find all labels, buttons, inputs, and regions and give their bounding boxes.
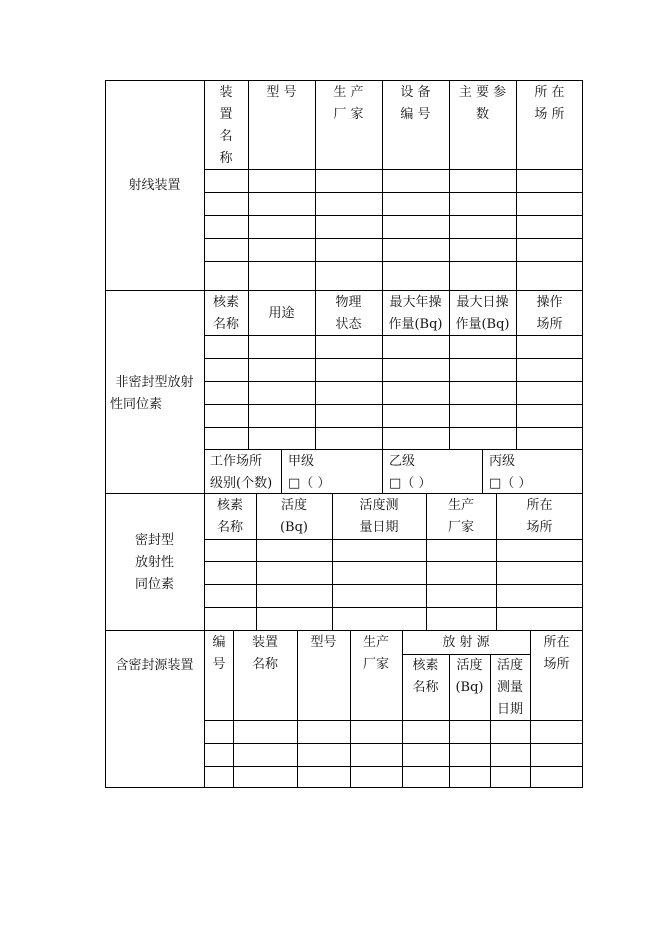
s4-header-location: 场所 xyxy=(543,657,570,672)
s2-header-daily: 作量(Bq) xyxy=(455,317,510,332)
s3-header-nuclide: 核素 xyxy=(216,498,243,513)
level-c-checkbox[interactable]: □（ ） xyxy=(489,476,532,491)
s1-header-location: 所 在 xyxy=(534,85,565,100)
s2-header-use: 用途 xyxy=(268,306,295,321)
s4-title: 含密封源装置 xyxy=(115,658,194,673)
s1-header-maker: 厂 家 xyxy=(333,107,364,122)
s4-header-name: 名称 xyxy=(251,657,278,672)
row-line xyxy=(204,561,583,562)
s1-header-maker: 生 产 xyxy=(333,85,364,100)
s4-header-activity: 活度 xyxy=(456,658,483,673)
row-line xyxy=(204,766,583,767)
level-b-checkbox[interactable]: □（ ） xyxy=(389,476,432,491)
s1-header-model: 型 号 xyxy=(266,85,297,100)
row-line xyxy=(204,215,583,216)
section-divider xyxy=(105,290,583,291)
s4-header-model: 型号 xyxy=(310,635,337,650)
s4-header-nuclide: 核素 xyxy=(412,658,439,673)
s3-header-date: 活度测 xyxy=(359,498,399,513)
row-line xyxy=(204,607,583,608)
s3-title: 同位素 xyxy=(134,577,174,592)
row-line xyxy=(204,404,583,405)
s3-header-location: 所在 xyxy=(526,498,553,513)
s3-header-maker: 生产 xyxy=(447,498,474,513)
level-b-label: 乙级 xyxy=(389,454,416,469)
s2-title: 性同位素 xyxy=(110,397,163,412)
s1-header-id: 编 号 xyxy=(400,107,431,122)
s1-header-param: 数 xyxy=(475,107,489,122)
s4-header-name: 装置 xyxy=(251,635,278,650)
s2-header-nuclide: 核素 xyxy=(212,295,239,310)
col-line xyxy=(248,80,249,290)
s2-header-annual: 作量(Bq) xyxy=(388,317,443,332)
row-line xyxy=(204,192,583,193)
col-line xyxy=(281,449,282,493)
level-c-label: 丙级 xyxy=(489,454,516,469)
s4-header-location: 所在 xyxy=(543,635,570,650)
row-line xyxy=(204,427,583,428)
s2-level-label: 工作场所 xyxy=(210,454,263,469)
s3-header-maker: 厂家 xyxy=(447,520,474,535)
s2-header-location: 操作 xyxy=(536,295,563,310)
s4-header-maker: 生产 xyxy=(362,635,389,650)
section-divider xyxy=(105,630,583,631)
s2-header-state: 物理 xyxy=(335,295,362,310)
row-line xyxy=(204,584,583,585)
s4-header-date: 活度 xyxy=(496,658,523,673)
s4-header-activity: (Bq) xyxy=(455,680,484,695)
col-line xyxy=(482,449,483,493)
s1-title: 射线装置 xyxy=(128,178,181,193)
s3-header-nuclide: 名称 xyxy=(216,520,243,535)
row-line xyxy=(204,238,583,239)
s3-header-date: 量日期 xyxy=(359,520,399,535)
level-a-label: 甲级 xyxy=(288,454,315,469)
s4-header-maker: 厂家 xyxy=(362,657,389,672)
row-line xyxy=(204,449,583,450)
s3-header-location: 场所 xyxy=(526,520,553,535)
s2-header-daily: 最大日操 xyxy=(456,295,509,310)
row-line xyxy=(204,539,583,540)
s3-title: 密封型 xyxy=(134,533,174,548)
row-line xyxy=(204,169,583,170)
s3-header-activity: 活度 xyxy=(280,498,307,513)
s4-header-date: 日期 xyxy=(496,702,523,717)
s4-header-source: 放 射 源 xyxy=(442,635,490,650)
row-line xyxy=(204,261,583,262)
s2-level-label: 级别(个数) xyxy=(210,476,273,491)
row-line xyxy=(204,358,583,359)
s4-header-nuclide: 名称 xyxy=(412,680,439,695)
col-line xyxy=(382,449,383,493)
title-column-divider xyxy=(204,80,205,788)
s2-header-location: 场所 xyxy=(536,317,563,332)
s1-header-name: 装置名称 xyxy=(219,85,233,166)
level-a-checkbox[interactable]: □（ ） xyxy=(288,476,331,491)
s2-title: 非密封型放射 xyxy=(115,375,194,390)
s1-header-id: 设 备 xyxy=(400,85,431,100)
s2-header-state: 状态 xyxy=(335,317,362,332)
row-line xyxy=(204,743,583,744)
s4-header-number: 编号 xyxy=(212,635,226,672)
row-line xyxy=(204,381,583,382)
s2-header-annual: 最大年操 xyxy=(389,295,442,310)
s1-header-param: 主 要 参 xyxy=(458,85,507,100)
s1-header-location: 场 所 xyxy=(534,107,565,122)
s4-header-date: 测量 xyxy=(496,680,523,695)
s3-header-activity: (Bq) xyxy=(279,520,309,535)
s2-header-nuclide: 名称 xyxy=(212,317,239,332)
s3-title: 放射性 xyxy=(134,555,174,570)
